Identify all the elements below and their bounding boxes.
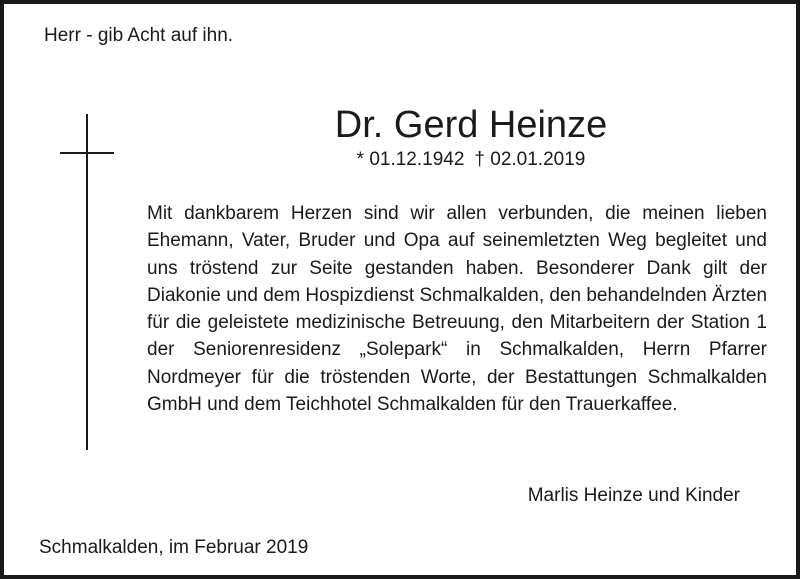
life-dates [4, 148, 800, 172]
place-and-date: Schmalkalden, im Februar 2019 [39, 537, 309, 558]
deceased-name: Dr. Gerd Heinze [334, 104, 608, 146]
motto: Herr - gib Acht auf ihn. [44, 25, 234, 46]
signature: Marlis Heinze und Kinder [527, 485, 740, 506]
birth-date: * 01.12.1942 [356, 149, 465, 170]
thank-you-text: Mit dankbarem Herzen sind wir allen verbunden, die meinen lieben Ehemann, Vater, Bruder und Opa auf seinemletzten Weg begleitet und uns tröstend zur Seite gestanden haben. Besonderer Dank gilt der Diakonie und dem Hospizdienst Schmalkalden, den behandelnden Ärzten für die geleistete medizinische Betreuung, den Mitarbeitern der Station 1 der Seniorenresidenz „Solepark“ in Schmalkalden, Herrn Pfarrer Nordmeyer für die tröstenden Worte, der Bestattungen Schmalkalden GmbH und dem Teichhotel Schmalkalden für den Trauerkaffee. [147, 203, 768, 416]
death-date: † 02.01.2019 [474, 149, 586, 170]
